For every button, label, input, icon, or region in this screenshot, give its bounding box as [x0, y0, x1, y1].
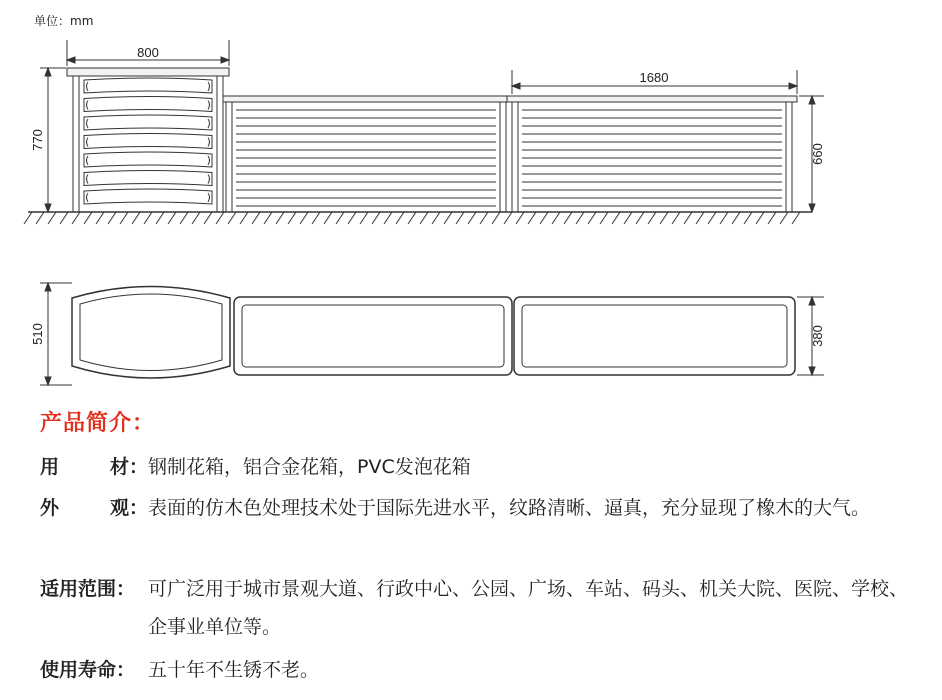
hatch-mark: [288, 212, 296, 224]
hatch-mark: [732, 212, 740, 224]
hatch-mark: [72, 212, 80, 224]
hatch-mark: [444, 212, 452, 224]
dim-770-label: 770: [30, 129, 45, 151]
slat-end-curve: [87, 82, 89, 91]
hatch-mark: [144, 212, 152, 224]
slat-end-curve: [87, 175, 89, 184]
hatch-mark: [504, 212, 512, 224]
hatch-mark: [384, 212, 392, 224]
spec-scope-value: 可广泛用于城市景观大道、行政中心、公园、广场、车站、码头、机关大院、医院、学校、企事业单位等。: [148, 578, 909, 638]
hatch-mark: [684, 212, 692, 224]
hatch-mark: [156, 212, 164, 224]
hatch-mark: [60, 212, 68, 224]
square-slat: [84, 97, 212, 112]
slat-end-curve: [87, 193, 89, 202]
hatch-mark: [528, 212, 536, 224]
hatch-mark: [408, 212, 416, 224]
hatch-mark: [192, 212, 200, 224]
hatch-mark: [612, 212, 620, 224]
hatch-mark: [228, 212, 236, 224]
square-slat: [84, 152, 212, 167]
hatch-mark: [120, 212, 128, 224]
hatch-mark: [84, 212, 92, 224]
hatch-mark: [324, 212, 332, 224]
square-slat: [84, 189, 212, 204]
slat-end-curve: [208, 156, 210, 165]
hatch-mark: [216, 212, 224, 224]
ground-hatching: [24, 212, 800, 224]
spec-material-value: 钢制花箱，铝合金花箱，PVC发泡花箱: [148, 456, 471, 478]
long-planter-2-plan: [514, 297, 795, 375]
hatch-mark: [492, 212, 500, 224]
hatch-mark: [672, 212, 680, 224]
hatch-mark: [108, 212, 116, 224]
long-planter-2-elevation: [507, 96, 797, 212]
hatch-mark: [720, 212, 728, 224]
hatch-mark: [132, 212, 140, 224]
hatch-mark: [168, 212, 176, 224]
hatch-mark: [768, 212, 776, 224]
slat-end-curve: [87, 138, 89, 147]
hatch-mark: [24, 212, 32, 224]
dim-380-label: 380: [810, 325, 825, 347]
dim-1680-label: 1680: [639, 70, 669, 85]
hatch-mark: [564, 212, 572, 224]
hatch-mark: [252, 212, 260, 224]
hatch-mark: [96, 212, 104, 224]
hatch-mark: [552, 212, 560, 224]
slat-end-curve: [208, 119, 210, 128]
slat-end-curve: [208, 138, 210, 147]
square-slat: [84, 115, 212, 130]
slat-end-curve: [87, 101, 89, 110]
hatch-mark: [624, 212, 632, 224]
square-slat: [84, 171, 212, 186]
hatch-mark: [576, 212, 584, 224]
dim-510-label: 510: [30, 323, 45, 345]
hatch-mark: [396, 212, 404, 224]
spec-appearance-value: 表面的仿木色处理技术处于国际先进水平，纹路清晰、逼真，充分显现了橡木的大气。: [148, 497, 871, 519]
slat-end-curve: [87, 119, 89, 128]
hatch-mark: [348, 212, 356, 224]
square-planter-plan: [72, 287, 230, 379]
spec-scope: [40, 570, 910, 646]
hatch-mark: [708, 212, 716, 224]
hatch-mark: [312, 212, 320, 224]
unit-label: 单位：mm: [34, 14, 94, 28]
slat-end-curve: [208, 193, 210, 202]
long-planter-1-elevation: [223, 96, 510, 212]
slat-end-curve: [208, 101, 210, 110]
hatch-mark: [240, 212, 248, 224]
hatch-mark: [468, 212, 476, 224]
hatch-mark: [204, 212, 212, 224]
hatch-mark: [600, 212, 608, 224]
hatch-mark: [36, 212, 44, 224]
hatch-mark: [336, 212, 344, 224]
hatch-mark: [660, 212, 668, 224]
hatch-mark: [696, 212, 704, 224]
hatch-mark: [516, 212, 524, 224]
square-planter-elevation: [67, 68, 229, 212]
spec-lifespan: [40, 651, 910, 689]
slat-end-curve: [208, 82, 210, 91]
hatch-mark: [264, 212, 272, 224]
spec-lifespan-label: 使用寿命：: [40, 659, 136, 681]
hatch-mark: [540, 212, 548, 224]
dim-800-label: 800: [137, 45, 159, 60]
hatch-mark: [648, 212, 656, 224]
spec-appearance: 外 观： 表面的仿木色处理技术处于国际先进水平，纹路清晰、逼真，充分显现了橡木的大气。: [40, 489, 910, 565]
hatch-mark: [756, 212, 764, 224]
hatch-mark: [780, 212, 788, 224]
square-slat: [84, 78, 212, 93]
intro-title: 产品简介：: [40, 411, 156, 436]
dim-660-label: 660: [810, 143, 825, 165]
hatch-mark: [372, 212, 380, 224]
plan-view: [40, 283, 824, 385]
spec-scope-label: 适用范围：: [40, 578, 136, 600]
hatch-mark: [636, 212, 644, 224]
slat-end-curve: [208, 175, 210, 184]
hatch-mark: [276, 212, 284, 224]
spec-lifespan-value: 五十年不生锈不老。: [148, 659, 320, 681]
slat-end-curve: [87, 156, 89, 165]
square-slat: [84, 134, 212, 149]
hatch-mark: [300, 212, 308, 224]
hatch-mark: [48, 212, 56, 224]
hatch-mark: [456, 212, 464, 224]
elevation-view: [24, 40, 824, 224]
hatch-mark: [480, 212, 488, 224]
hatch-mark: [360, 212, 368, 224]
long-planter-1-plan: [234, 297, 512, 375]
hatch-mark: [432, 212, 440, 224]
spec-material: 用 材： 钢制花箱，铝合金花箱，PVC发泡花箱: [40, 448, 910, 486]
hatch-mark: [744, 212, 752, 224]
hatch-mark: [420, 212, 428, 224]
hatch-mark: [180, 212, 188, 224]
hatch-mark: [792, 212, 800, 224]
hatch-mark: [588, 212, 596, 224]
